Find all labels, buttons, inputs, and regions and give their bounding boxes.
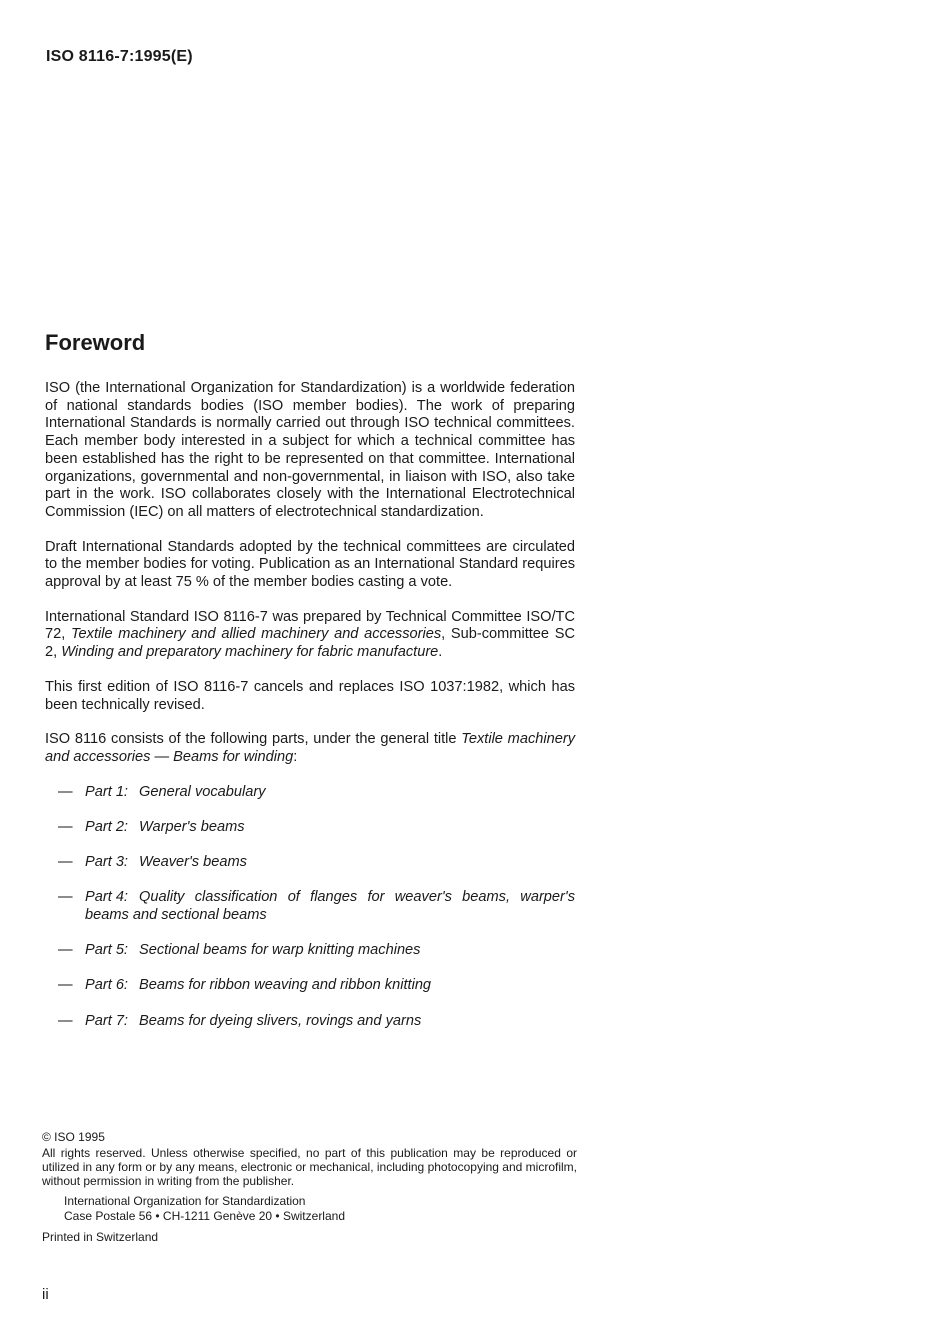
list-item [45, 1013, 575, 1031]
list-item [45, 942, 575, 960]
part-number: Part 7: [85, 1012, 128, 1029]
copyright-block [42, 1130, 577, 1244]
list-dash: — [58, 889, 73, 906]
foreword-paragraph-2: Draft International Standards adopted by the technical committees are circulated to the member bodies for voting. Publication as an International Standard requires approval by at least 75 % of the member bodies casting a vote. [45, 538, 575, 591]
section-title: Foreword [45, 330, 146, 355]
committee-title: Textile machinery and allied machinery and accessories [70, 626, 442, 643]
part-number: Part 3: [85, 854, 128, 871]
para3-text-1: International Standard ISO 8116-7 was prepared by Technical Committee ISO/TC 72, [45, 608, 575, 643]
list-item [45, 784, 575, 802]
part-number: Part 4: [85, 889, 128, 906]
part-title: Weaver's beams [139, 854, 247, 871]
foreword-body [45, 380, 575, 1048]
copyright-line: © ISO 1995 [42, 1130, 105, 1144]
list-dash: — [58, 977, 73, 994]
organization-name: International Organization for Standardization [64, 1194, 306, 1208]
list-dash: — [58, 783, 73, 800]
rights-notice: All rights reserved. Unless otherwise specified, no part of this publication may be reproduced or utilized in any form or by any means, electronic or mechanical, including photocopying and microfilm, without permission in writing from the publisher. [42, 1146, 577, 1188]
list-dash: — [58, 942, 73, 959]
part-title: Beams for dyeing slivers, rovings and yarns [139, 1012, 422, 1029]
para5-text-1: ISO 8116 consists of the following parts, under the general title [45, 731, 462, 748]
part-number: Part 5: [85, 942, 128, 959]
foreword-paragraph-4: This first edition of ISO 8116-7 cancels and replaces ISO 1037:1982, which has been technically revised. [45, 678, 575, 713]
para3-text-3: . [438, 644, 443, 661]
part-title: Warper's beams [139, 818, 245, 835]
list-item [45, 819, 575, 837]
part-title: General vocabulary [139, 783, 266, 800]
para5-text-2: : [293, 748, 298, 765]
parts-list [45, 784, 575, 1031]
page-number: ii [42, 1286, 49, 1303]
organization-address: Case Postale 56 • CH-1211 Genève 20 • Switzerland [64, 1209, 345, 1223]
part-title: Sectional beams for warp knitting machines [139, 942, 421, 959]
part-number: Part 6: [85, 977, 128, 994]
para3-text-2: , Sub-committee SC 2, [45, 626, 575, 661]
general-title: Textile machinery and accessories — Beams for winding [45, 731, 575, 765]
foreword-paragraph-3 [45, 609, 575, 662]
part-title: Quality classification of flanges for weaver's beams, warper's beams and sectional beams [85, 889, 575, 923]
part-number: Part 1: [85, 783, 128, 800]
printed-in: Printed in Switzerland [42, 1230, 159, 1244]
list-dash: — [58, 854, 73, 871]
foreword-paragraph-1: ISO (the International Organization for Standardization) is a worldwide federation of national standards bodies (ISO member bodies). The work of preparing International Standards is normally carried out through ISO technical committees. Each member body interested in a subject for which a technical committee has been established has the right to be represented on that committee. International organizations, governmental and non-governmental, in liaison with ISO, also take part in the work. ISO collaborates closely with the International Electrotechnical Commission (IEC) on all matters of electrotechnical standardization. [45, 380, 575, 520]
list-dash: — [58, 818, 73, 835]
part-number: Part 2: [85, 818, 128, 835]
part-title: Beams for ribbon weaving and ribbon knitting [139, 977, 432, 994]
list-item [45, 889, 575, 924]
foreword-paragraph-5 [45, 731, 575, 766]
subcommittee-title: Winding and preparatory machinery for fabric manufacture [61, 644, 439, 661]
document-id: ISO 8116-7:1995(E) [46, 48, 193, 65]
list-dash: — [58, 1012, 73, 1029]
list-item [45, 854, 575, 872]
list-item [45, 977, 575, 995]
